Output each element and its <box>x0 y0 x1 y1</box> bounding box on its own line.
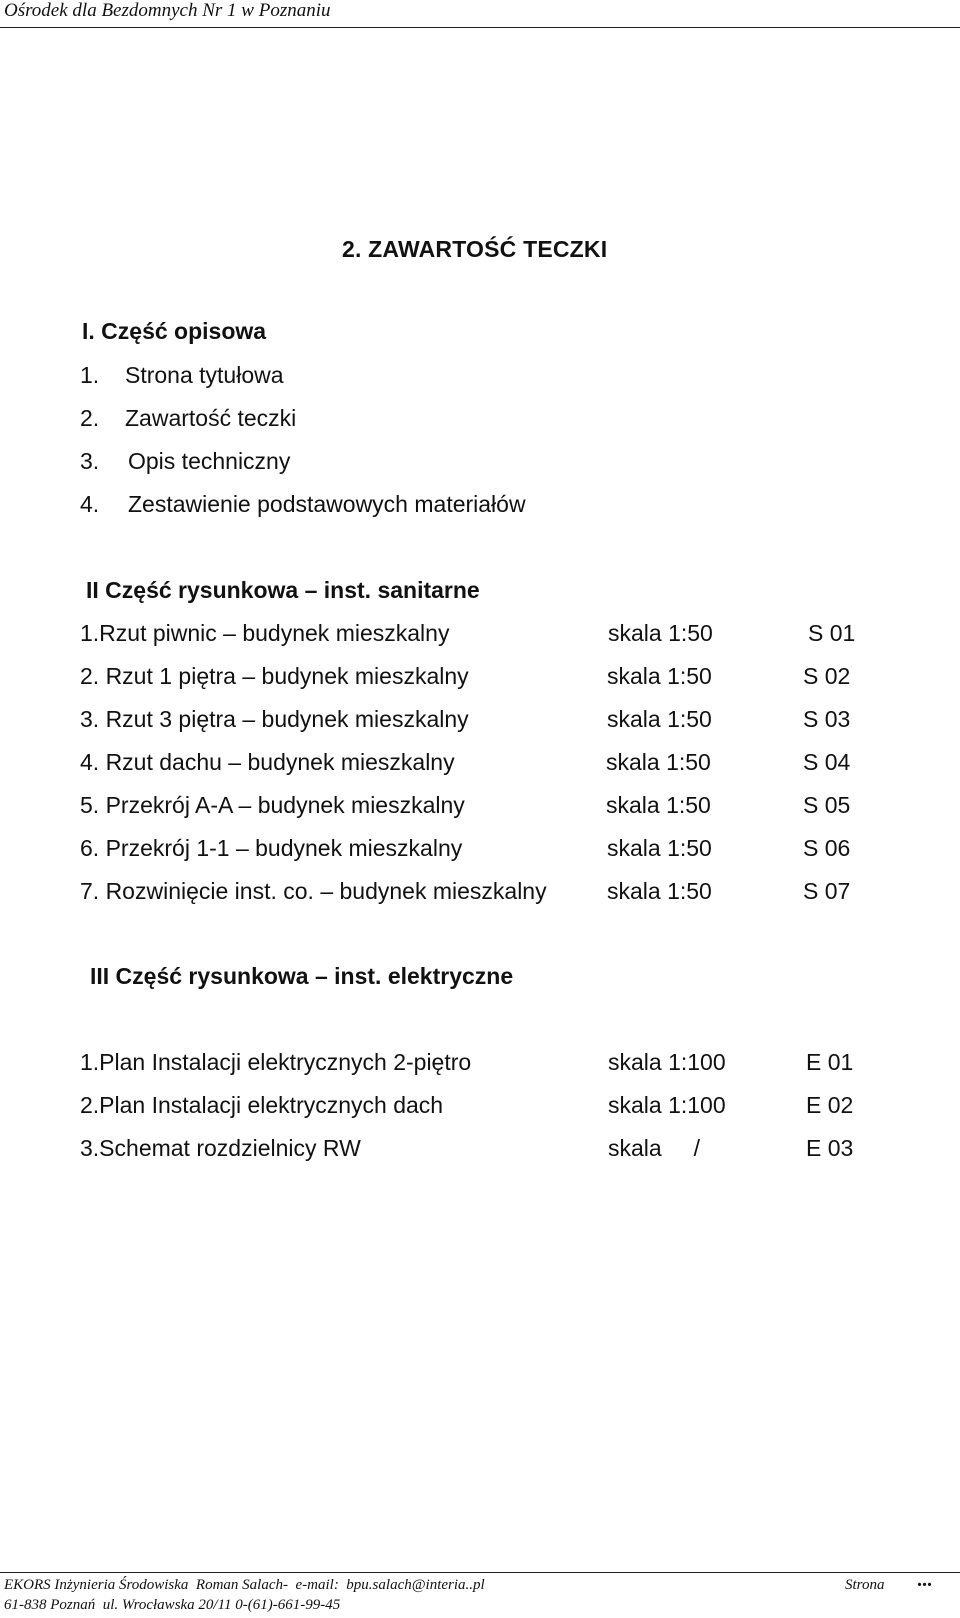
page-title: 2. ZAWARTOŚĆ TECZKI <box>342 236 608 262</box>
drawing-name: 2.Plan Instalacji elektrycznych dach <box>80 1092 444 1118</box>
list-item-number: 2. <box>80 405 100 431</box>
list-item: Opis techniczny <box>128 448 291 474</box>
drawing-code: E 02 <box>806 1092 854 1118</box>
drawing-code: E 01 <box>806 1049 854 1075</box>
list-item-number: 4. <box>80 491 100 517</box>
drawing-scale: skala 1:50 <box>607 878 712 904</box>
section-heading-part2: II Część rysunkowa – inst. sanitarne <box>86 577 480 603</box>
drawing-scale: skala 1:50 <box>607 835 712 861</box>
list-item: Strona tytułowa <box>125 362 284 388</box>
drawing-name: 2. Rzut 1 piętra – budynek mieszkalny <box>80 663 469 689</box>
drawing-name: 7. Rozwinięcie inst. co. – budynek mieszkalny <box>80 878 547 904</box>
drawing-code: S 04 <box>803 749 851 775</box>
drawing-name: 4. Rzut dachu – budynek mieszkalny <box>80 749 455 775</box>
drawing-code: S 02 <box>803 663 851 689</box>
drawing-scale: skala / <box>608 1135 701 1161</box>
section-heading-part3: III Część rysunkowa – inst. elektryczne <box>90 963 514 989</box>
footer-address: 61-838 Poznań ul. Wrocławska 20/11 0-(61)-661-99-45 <box>4 1597 341 1613</box>
footer-divider <box>0 1572 960 1573</box>
drawing-name: 6. Przekrój 1-1 – budynek mieszkalny <box>80 835 463 861</box>
drawing-code: S 07 <box>803 878 851 904</box>
drawing-name: 1.Rzut piwnic – budynek mieszkalny <box>80 620 450 646</box>
drawing-code: S 06 <box>803 835 851 861</box>
drawing-scale: skala 1:50 <box>607 706 712 732</box>
drawing-name: 1.Plan Instalacji elektrycznych 2-piętro <box>80 1049 472 1075</box>
document-header: Ośrodek dla Bezdomnych Nr 1 w Poznaniu <box>4 0 331 21</box>
drawing-scale: skala 1:50 <box>606 792 711 818</box>
drawing-name: 3. Rzut 3 piętra – budynek mieszkalny <box>80 706 469 732</box>
list-item-number: 1. <box>80 362 100 388</box>
drawing-code: S 05 <box>803 792 851 818</box>
drawing-scale: skala 1:50 <box>607 663 712 689</box>
drawing-scale: skala 1:50 <box>608 620 713 646</box>
header-divider <box>0 27 960 28</box>
drawing-name: 5. Przekrój A-A – budynek mieszkalny <box>80 792 465 818</box>
drawing-code: S 03 <box>803 706 851 732</box>
footer-page-label: Strona <box>845 1577 885 1593</box>
drawing-scale: skala 1:100 <box>608 1049 726 1075</box>
drawing-code: E 03 <box>806 1135 854 1161</box>
drawing-scale: skala 1:50 <box>606 749 711 775</box>
list-item-number: 3. <box>80 448 100 474</box>
list-item: Zawartość teczki <box>125 405 297 431</box>
drawing-scale: skala 1:100 <box>608 1092 726 1118</box>
section-heading-part1: I. Część opisowa <box>82 318 267 344</box>
drawing-name: 3.Schemat rozdzielnicy RW <box>80 1135 361 1161</box>
drawing-code: S 01 <box>808 620 856 646</box>
list-item: Zestawienie podstawowych materiałów <box>128 491 526 517</box>
footer-company: EKORS Inżynieria Środowiska Roman Salach- e-mail: bpu.salach@interia..pl <box>4 1577 485 1593</box>
footer-page-number: ... <box>917 1569 932 1591</box>
